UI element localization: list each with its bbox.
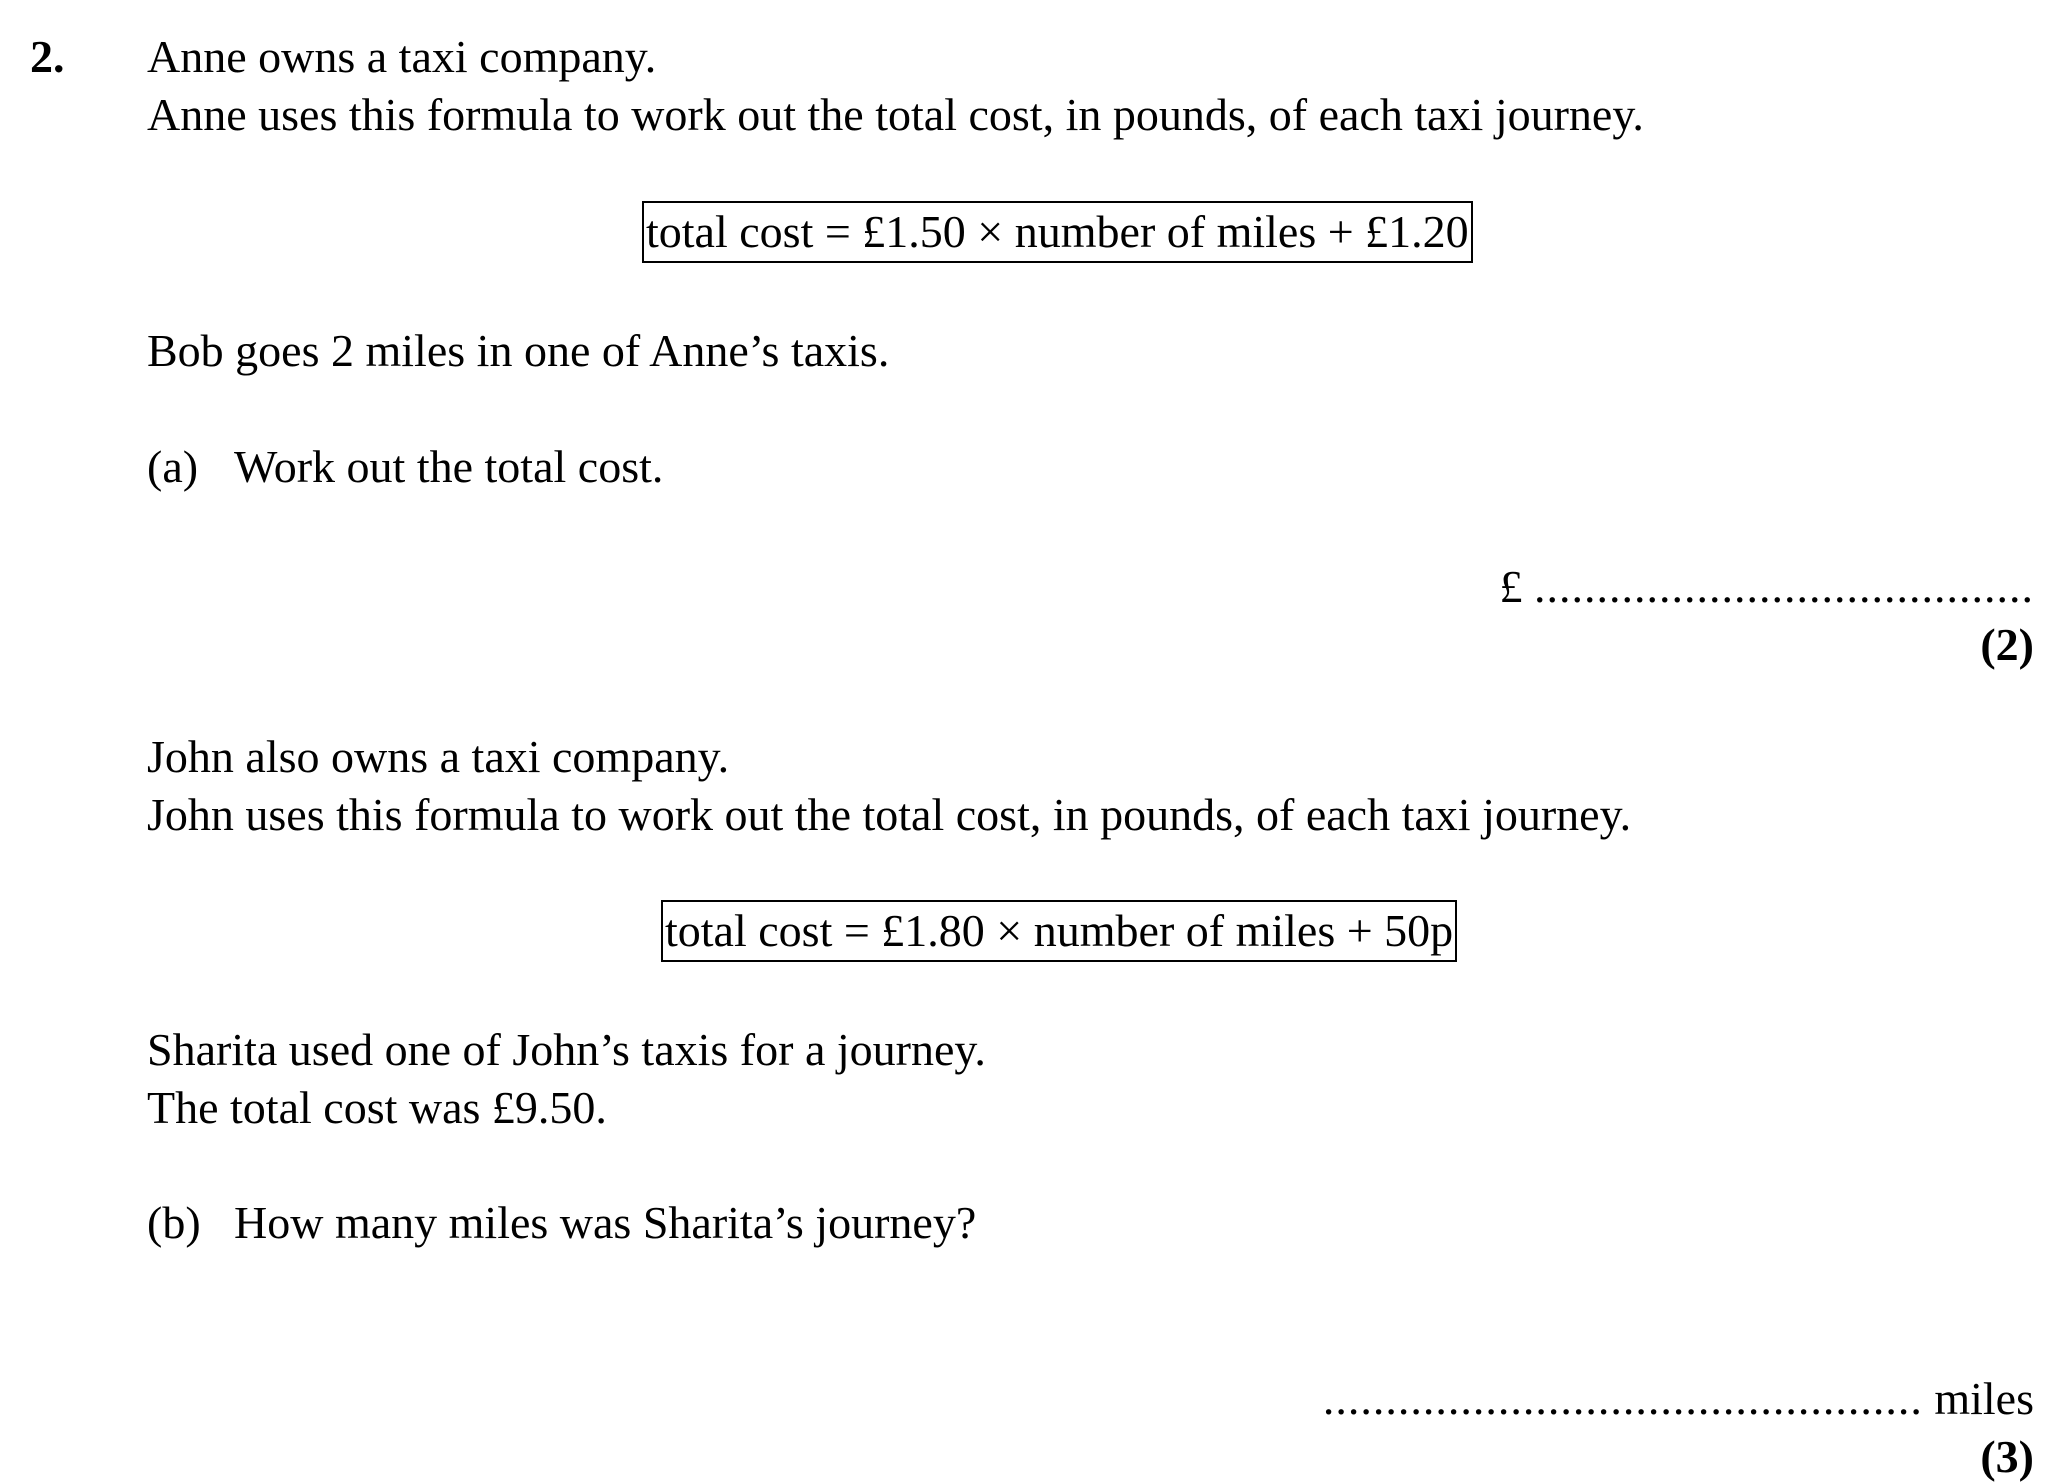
answer-a-line[interactable] bbox=[1499, 561, 2035, 612]
formula-anne-text: total cost = £1.50 × number of miles + £1.20 bbox=[646, 206, 1469, 257]
intro-line-2: Anne uses this formula to work out the total cost, in pounds, of each taxi journey. bbox=[147, 89, 1644, 140]
question-number: 2. bbox=[30, 31, 65, 82]
answer-b-line[interactable] bbox=[1322, 1373, 2034, 1424]
marks-b: (3) bbox=[1980, 1431, 2034, 1482]
formula-john-text: total cost = £1.80 × number of miles + 50p bbox=[665, 905, 1454, 956]
part-b-label: (b) bbox=[147, 1197, 201, 1248]
sharita-line-2: The total cost was £9.50. bbox=[147, 1082, 607, 1133]
part-a-label: (a) bbox=[147, 441, 199, 492]
answer-b-unit: miles bbox=[1934, 1373, 2034, 1424]
formula-box-anne bbox=[642, 201, 1473, 263]
part-b-question: How many miles was Sharita’s journey? bbox=[234, 1197, 977, 1248]
bob-statement: Bob goes 2 miles in one of Anne’s taxis. bbox=[147, 325, 890, 376]
sharita-line-1: Sharita used one of John’s taxis for a journey. bbox=[147, 1024, 986, 1075]
intro-line-1: Anne owns a taxi company. bbox=[147, 31, 657, 82]
answer-a-dots: ........................................ bbox=[1534, 561, 2034, 612]
formula-box-john bbox=[661, 900, 1457, 962]
john-line-2: John uses this formula to work out the total cost, in pounds, of each taxi journey. bbox=[147, 789, 1632, 840]
john-line-1: John also owns a taxi company. bbox=[147, 731, 730, 782]
answer-b-dots: ................................................ bbox=[1322, 1373, 1923, 1424]
part-a-question: Work out the total cost. bbox=[234, 441, 664, 492]
marks-a: (2) bbox=[1980, 619, 2034, 670]
pound-sign: £ bbox=[1499, 561, 1523, 612]
